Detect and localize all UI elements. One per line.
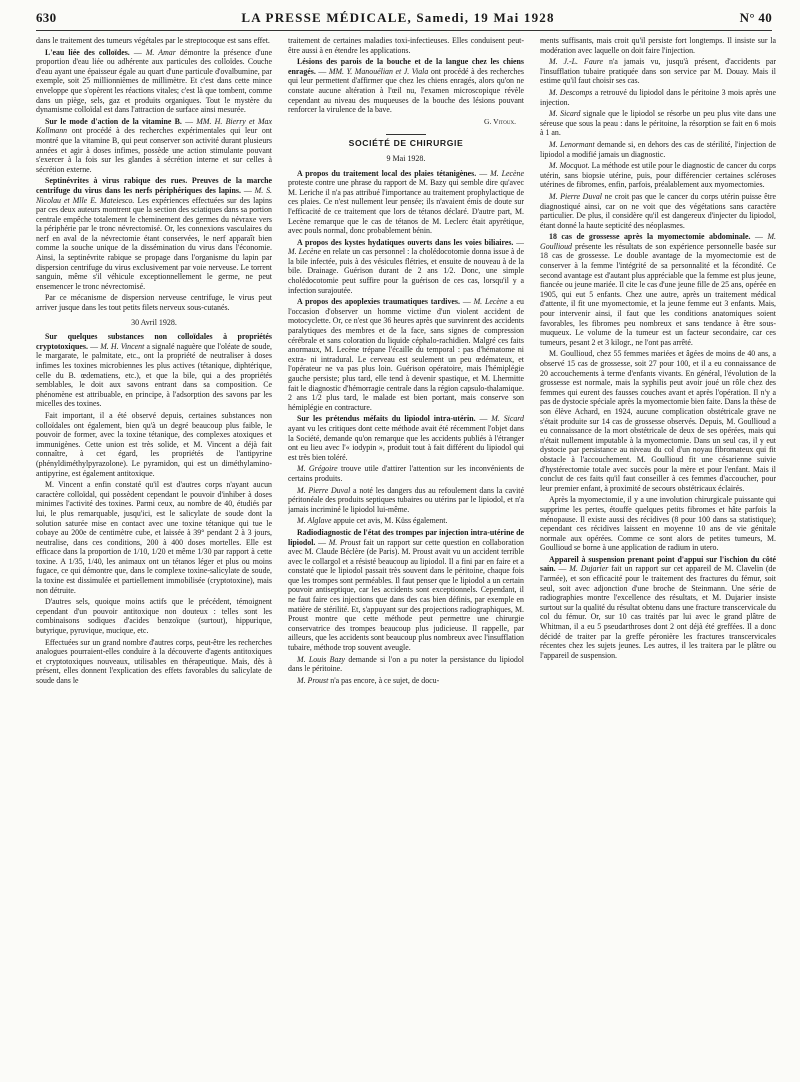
paragraph-text: signale que le lipiodol se résorbe un peu plus vite dans une séreuse que sous la peau : dans le péritoine, la résorption se fait en 6 mois à 1 an.	[540, 109, 776, 138]
paragraph-text: ont procédé à des recherches expérimentales qui leur ont montré que la vitamine B, qui peut conserver son activité durant plusieurs années et agir à doses infimes, possède une action stimulante pouvant s'exercer à la fois sur les glandes à sécrétion interne et sur celles à sécrétion externe.	[36, 126, 272, 174]
paragraph-text: en relate un cas personnel : la cholédocotomie donna issue à de la bile infectée, puis à des vésicules flétries, et ensuite de nouveau à de la bile. Drainage. Guérison durant de 2 ans 1/2. Donc, une simple cholédocotomie peut suffire pour la guérison de ces cas, lorsqu'il y a infection surajoutée.	[288, 247, 524, 295]
column-1	[36, 36, 272, 1076]
paragraph-text: démontre la présence d'une proportion d'eau liée ou adhérente aux particules des colloïdes. Couche d'eau ayant une épaisseur égale au quart d'une particule d'ovalbumine, par exemple, soit 25 millionnièmes de millimètre. Et c'est dans cette mince enveloppe que s'opèrent les réactions vitales; c'est là que tombent, comme dans un piège, sels, gaz et produits organiques. Tout le mystère du dynamisme colloïdal est dans l'attraction de surface ainsi mesurée.	[36, 47, 272, 115]
author-name: M. Proust	[328, 537, 361, 547]
author-name: M. Pierre Duval	[297, 485, 351, 495]
paragraph-text: a retrouvé du lipiodol dans le péritoine 3 mois après une injection.	[540, 87, 776, 107]
paragraph-text: demande si l'on a pu noter la persistance du lipiodol dans le péritoine.	[288, 654, 524, 674]
paragraph-text: n'a jamais vu, jusqu'à présent, d'accidents par l'insufflation tubaire pratiquée dans son service par M. Douay. Mais il estime qu'il faut choisir ses cas.	[540, 57, 776, 86]
paragraph-text: M. Goullioud, chez 55 femmes mariées et âgées de moins de 40 ans, a observé 15 cas de grossesse, soit 27 pour 100, et il a eu connaissance de 20 accouchements à terme d'enfants vivants. En général, l'évolution de la grossesse est normale, mais la syphilis peut avoir joué un rôle chez des femmes qui eurent des fausses couches avant et après l'opération. Il n'y a pas de dystocie spéciale après la myomectomie bien faite. Dans la thèse de son élève Achard, en 1924, aucune complication obstétricale grave ne s'était produite sur 14 cas de grossesse observés. Depuis, M. Goullioud a eu connaissance de la mort obstétricale de deux de ses opérées, mais qui n'était nullement imputable à la myomectomie. Dans un seul cas, il y eut dystocie par persistance au niveau du col d'un noyau fibromateux qui fit obstacle à l'accouchement. M. Goullioud fit une césarienne suivie d'hystérectomie totale avec succès pour la mère et pour l'enfant. Mais il conclut de ces faits qu'il faut conseiller à ces femmes d'accoucher, pour leur premier enfant, à proximité de secours obstétricaux éclairés.	[540, 349, 776, 493]
article-paragraph	[288, 486, 524, 515]
article-paragraph	[36, 480, 272, 595]
article-paragraph: Radiodiagnostic de l'état des trompes par injection intra-utérine de lipiodol. — M. Proust fait un rapport sur cette question en collaboration avec M. Claude Béclère (de Paris). M. Proust avait vu un accident terrible avec le collargol et a résisté beaucoup au lipiodol. Il a fini par en faire et a constaté que le lipiodol passait très souvent dans le péritoine, chaque fois que les trompes sont perméables. Il faut penser que le lipiodol a un certain pouvoir antiseptique, car les accidents sont exceptionnels. Cependant, il ne faut faire ces injections que dans des cas bien définis, par exemple en matière de stérilité. Et, s'appuyant sur des projections radiographiques, M. Proust montre que cette méthode peut permettre une chirurgie conservatrice des trompes beaucoup plus judicieuse. Il rappelle, par ailleurs, que les accidents sont beaucoup plus nombreux avec l'insufflation tubaire, méthode trop souvent aveugle.	[288, 527, 524, 653]
session-date: 9 Mai 1928.	[386, 153, 426, 163]
author-name: M. H. Vincent	[100, 341, 145, 351]
paragraph-text: a eu l'occasion d'observer un homme victime d'un violent accident de motocyclette. Or, ce n'est que 36 heures après que survinrent des accidents paralytiques des membres et de la face, sans signes de compression cérébrale et sans coloration du liquide céphalo-rachidien. Malgré ces faits anormaux, M. Lecène trépane l'écaille du temporal : pas d'hématome ni extra- ni intradural. Le cerveau est seulement un peu œdémateux, et l'opérateur ne va pas plus loin. Guérison opératoire, mais l'hémiplégie gauche persiste; plus tard, elle tend à devenir spastique, et M. Lhermitte fait le diagnostic d'hémorragie centrale dans la région capsulo-thalamique. 2 ans 1/2 plus tard, le malade est bien portant, mais conserve son hémiplégie en contracture.	[288, 297, 524, 412]
article-heading: Lésions des parois de la bouche et de la langue chez les chiens enragés.	[288, 57, 524, 76]
paragraph-text: trouve utile d'attirer l'attention sur les inconvénients de certains produits.	[288, 464, 524, 483]
article-heading: Sur quelques substances non colloïdales à propriétés cryptotoxiques.	[36, 332, 272, 351]
article-paragraph: 18 cas de grossesse après la myomectomie abdominale. — M. Goullioud présente les résultats de son expérience personnelle basée sur 18 cas de grossesse. Le double avantage de la myomectomie est de conserver à la femme l'intégrité de sa personnalité et la fécondité. Ce second avantage est d'autant plus appréciable que la femme est plus jeune, fiancée ou jeune mariée. Il cite le cas d'une jeune fille de 25 ans, opérée en 1905, qui eut 5 enfants. Chez une autre, après un traitement médical d'attente, il fit une myomectomie, et la jeune femme eut 3 enfants. Mais, pour intervenir ainsi, il faut que les conditions anatomiques soient favorables, les fibromes peu nombreux et sans tendance à être sous-muqueux. Le volume de la tumeur est un facteur secondaire, car ces tumeurs, pesant 2 et 3 kilogr., ne l'ont pas arrêté.	[540, 232, 776, 347]
paragraph-text: ayant vu les critiques dont cette méthode avait été récemment l'objet dans la Société, demande qu'on remarque que les accidents publiés à l'étranger ont eu lieu avec l'« iodypin », produit tout à fait différent du lipiodol qui est très bien toléré.	[288, 423, 524, 462]
article-paragraph	[540, 140, 776, 159]
paragraph-text: Effectuées sur un grand nombre d'autres corps, peut-être les recherches analogues pourraient-elles conduire à la découverte d'agents antitoxiques et cryptotoxiques nouveaux, utilisables en thérapeutique. Mais, dès à présent, elles donnent l'explication des effets favorables du salicylate de soude dans le	[36, 637, 272, 685]
article-heading: L'eau liée des colloïdes.	[45, 47, 130, 57]
page-header	[36, 10, 772, 31]
article-paragraph	[288, 516, 524, 526]
author-name: M. S. Nicolau et Mlle E. Mateiesco.	[36, 185, 272, 205]
author-name: M. Alglave	[297, 516, 332, 526]
article-paragraph: L'eau liée des colloïdes. — M. Amar démontre la présence d'une proportion d'eau liée ou adhérente aux particules des colloïdes. Couche d'eau ayant une épaisseur égale au quart d'une particule d'ovalbumine, par exemple, soit 25 millionnièmes de millimètre. Et c'est dans cette mince enveloppe que s'opèrent les réactions vitales; c'est là que tombent, comme dans un piège, sels, gaz et produits organiques. Tout le mystère du dynamisme colloïdal est dans l'attraction de surface ainsi mesurée.	[36, 47, 272, 115]
author-name: M. Mocquot.	[549, 161, 590, 171]
session-date: 30 Avril 1928.	[131, 317, 177, 327]
author-name: M. Sicard	[549, 109, 581, 119]
paragraph-text: présente les résultats de son expérience personnelle basée sur 18 cas de grossesse. Le double avantage de la myomectomie est de conserver à la femme l'intégrité de sa personnalité et la fécondité. Ce second avantage est d'autant plus appréciable que la femme est plus jeune, fiancée ou jeune mariée. Il cite le cas d'une jeune fille de 25 ans, opérée en 1905, qui eut 5 enfants. Chez une autre, après un traitement médical d'attente, il fit une myomectomie, et la jeune femme eut 3 enfants. Mais, pour intervenir ainsi, il faut que les conditions anatomiques soient favorables, les fibromes peu nombreux et sans tendance à être sous-muqueux. Le volume de la tumeur est un facteur secondaire, car ces tumeurs, pesant 2 et 3 kilogr., ne l'ont pas arrêté.	[540, 241, 776, 347]
paragraph-text: n'a pas encore, à ce sujet, de docu-	[330, 675, 440, 685]
paragraph-text: appuie cet avis, M. Küss également.	[333, 516, 448, 526]
article-paragraph: A propos des apoplexies traumatiques tardives. — M. Lecène a eu l'occasion d'observer un homme victime d'un violent accident de motocyclette. Or, ce n'est que 36 heures après que survinrent des accidents paralytiques des membres et de la face, sans signes de compression cérébrale et sans coloration du liquide céphalo-rachidien. Malgré ces faits anormaux, M. Lecène trépane l'écaille du temporal : pas d'hématome ni extra- ni intradural. Le cerveau est seulement un peu œdémateux, et l'opérateur ne va pas plus loin. Guérison opératoire, mais l'hémiplégie gauche persiste; plus tard, elle tend à devenir spastique, et M. Lhermitte fait le diagnostic d'hémorragie centrale dans la région capsulo-thalamique. 2 ans 1/2 plus tard, le malade est bien portant, mais conserve son hémiplégie en contracture.	[288, 297, 524, 412]
paragraph-text: fait un rapport sur cette question en collaboration avec M. Claude Béclère (de Paris). M. Proust avait vu un accident terrible avec le collargol et a résisté beaucoup au lipiodol. Il a fini par en faire et a constaté que le lipiodol passait très souvent dans le péritoine, chaque fois que les trompes sont perméables. Il faut penser que le lipiodol a un certain pouvoir antiseptique, car les accidents sont exceptionnels. Cependant, il ne faut faire ces injections que dans des cas bien définis, par exemple en matière de stérilité. Et, s'appuyant sur des projections radiographiques, M. Proust montre que cette méthode peut permettre une chirurgie conservatrice des trompes beaucoup plus judicieuse. Il rappelle, par ailleurs, que les accidents sont beaucoup plus nombreux avec l'insufflation tubaire, méthode trop souvent aveugle.	[288, 537, 524, 653]
author-name: M. Amar	[145, 47, 176, 57]
paragraph-text: a noté les dangers dus au refoulement dans la cavité péritonéale des produits septiques tubaires ou utérins par le lipiodol, et n'a jamais incriminé le lipiodol lui-même.	[288, 485, 524, 514]
paragraph-text: ne croit pas que le cancer du corps utérin puisse être diagnostiqué ainsi, car on ne voit que des végétations sans caractère particulier. De plus, il considère qu'il est dangereux d'injecter du lipiodol, étant donné la haute septicité des néoplasmes.	[540, 191, 776, 230]
article-paragraph	[540, 88, 776, 107]
paragraph-text: Après la myomectomie, il y a une involution chirurgicale puissante qui supprime les pertes, étouffe quelques petits fibromes et hâte parfois la ménopause. Il existe aussi des récidives (8 pour 100 dans sa statistique); cependant ces récidives laissent en moyenne 10 ans de vie génitale normale aux opérées. Comme ce sont alors de petites tumeurs, M. Goullioud se borne à une application de radium in utero.	[540, 495, 776, 553]
author-name: M. Lecène	[473, 297, 508, 307]
paragraph-text: ont procédé à des recherches qui leur permettent d'affirmer que chez les chiens enragés, alors qu'on ne constate aucune altération à l'œil nu, l'examen microscopique révèle cependant au niveau des muqueuses de la bouche des lésions pouvant renforcer la virulence de la bave.	[288, 66, 524, 115]
author-signature: G. Vitoux.	[484, 116, 516, 126]
author-name: M. Goullioud	[540, 232, 776, 251]
paragraph-text: demande si, en dehors des cas de stérilité, l'injection de lipiodol a modifié jamais un diagnostic.	[540, 139, 776, 159]
article-paragraph	[540, 36, 776, 55]
paragraph-text: fait un rapport sur cet appareil de M. Clavelin (de l'armée), et son efficacité pour le traitement des fractures du fémur, soit seul, soit avec adjonction d'une broche de Steinmann. Une série de radiographies montre l'excellence des résultats, et M. Dujarier insiste surtout sur la qualité du résultat obtenu dans une fracture transcervicale du col du fémur. Or, sur 10 cas traités par lui avec le grand plâtre de Whitman, il a eu 5 pseudarthroses dont 2 ont déjà été greffées. Il a donc décidé de traiter par la greffe péronière les fractures transcervicales récentes chez les sujets jeunes. Les autres, il les traitera par le plâtre ou l'appareil de suspension.	[540, 564, 776, 660]
paragraph-text: proteste contre une phrase du rapport de M. Bazy qui semble dire qu'avec M. Leriche il n'a pas attribué l'importance au traitement prophylactique de ces plaies. Ce n'est nullement leur pensée; ils n'avaient émis de doute sur l'efficacité de ce traitement que lors de tétanos déclaré. D'autre part, M. Lecène remarque que le cas de tétanos de M. Leclerc était apyrétique, avec pouls normal, donc probablement bénin.	[288, 178, 524, 236]
article-heading: Septinévrites à virus rabique des rues. Preuves de la marche centrifuge du virus dans les nerfs périphériques des lapins.	[36, 176, 272, 195]
paragraph-text: a signalé naguère que l'oléate de soude, le margarate, le palmitate, etc., ont la propriété de neutraliser à doses infimes les toxines microbiennes les plus actives (tétanique, diphtérique, celle du B. œdematiens, etc.), et que la bile, qui a des propriétés semblables, le doit aux savons entrant dans sa composition. Ce phénomène est attribuable, en principe, à l'adsorption des savons par les micelles des toxines.	[36, 341, 272, 409]
article-heading: A propos des kystes hydatiques ouverts dans les voies biliaires.	[297, 237, 514, 247]
article-paragraph: A propos des kystes hydatiques ouverts dans les voies biliaires. — M. Lecène en relate un cas personnel : la cholédocotomie donna issue à de la bile infectée, puis à des vésicules flétries, et ensuite de nouveau à de la bile. Drainage. Guérison durant de 2 ans 1/2. Donc, une simple cholédocotomie peut suffire pour la guérison de ces cas, lorsqu'il y a infection surajoutée.	[288, 237, 524, 295]
article-heading: Radiodiagnostic de l'état des trompes par injection intra-utérine de lipiodol.	[288, 527, 524, 547]
article-paragraph: Appareil à suspension prenant point d'appui sur l'ischion du côté sain. — M. Dujarier fait un rapport sur cet appareil de M. Clavelin (de l'armée), et son efficacité pour le traitement des fractures du fémur, soit seul, soit avec adjonction d'une broche de Steinmann. Une série de radiographies montre l'excellence des résultats, et M. Dujarier insiste surtout sur la qualité du résultat obtenu dans une fracture transcervicale du col du fémur. Or, sur 10 cas traités par lui avec le grand plâtre de Whitman, il a eu 5 pseudarthroses dont 2 ont déjà été greffées. Il a donc décidé de traiter par la greffe péronière les fractures transcervicales récentes chez les sujets jeunes. Les autres, il les traitera par le plâtre ou l'appareil de suspension.	[540, 554, 776, 660]
page-number: 630	[36, 10, 57, 25]
article-paragraph	[540, 349, 776, 493]
columns	[36, 36, 776, 1076]
article-paragraph	[288, 655, 524, 674]
article-paragraph	[540, 57, 776, 86]
article-paragraph	[36, 36, 272, 46]
journal-title: LA PRESSE MÉDICALE, Samedi, 19 Mai 1928	[241, 10, 555, 25]
article-heading: 18 cas de grossesse après la myomectomie abdominale.	[549, 232, 751, 242]
paragraph-text: M. Vincent a enfin constaté qu'il est d'autres corps n'ayant aucun caractère colloïdal, qui possèdent cependant le pouvoir d'inhiber à doses minimes l'activité des toxines. Parmi ceux, au nombre de 40, étudiés par lui, le plus remarquable, jusqu'ici, est le salicylate de soude dont la solution saturée mise en contact avec une toxine tétanique qui tue le cobaye au 200e de centimètre cube, et laissée à 39° pendant 2 à 3 jours, neutralise, dans ces conditions, 200 à 400 doses mortelles. Elle est efficace dans la proportion de 1/10, 1/20 et même 1/30 par rapport à cette toxine. A 1/35, 1/40, les animaux ont un tétanos léger et plus ou moins fugace, ce qui démontre que, dans le complexe toxine-salicylate de soude, la toxine est dissimulée et partiellement immobilisée (cryptotoxine), mais non détruite.	[36, 480, 272, 595]
paragraph-text: D'autres sels, quoique moins actifs que le précédent, témoignent cependant d'un pouvoir antitoxique non douteux : telles sont les combinaisons sodiques d'acides benzoïque (surtout), hippurique, butyrique, pyruvique, mucique, etc.	[36, 597, 272, 636]
article-paragraph	[540, 192, 776, 230]
article-heading: A propos du traitement local des plaies tétanigènes.	[297, 168, 477, 178]
article-paragraph	[540, 109, 776, 138]
paragraph-text: Fait important, il a été observé depuis, certaines substances non colloïdales ont également, bien qu'à un degré beaucoup plus faible, le pouvoir de former, avec la toxine tétanique, des complexes atoxiques et immunigènes. Cette union est très solide, et M. Vincent a déjà fait connaître, à cet égard, les propriétés de l'antipyrine (phényldiméthylpyrazolone). Le pyramidon, qui est un diméthylamino-antipyrine, est également antitoxique.	[36, 410, 272, 478]
article-paragraph: Sur les prétendus méfaits du lipiodol intra-utérin. — M. Sicard ayant vu les critiques dont cette méthode avait été récemment l'objet dans la Société, demande qu'on remarque que les accidents publiés à l'étranger ont eu lieu avec l'« iodypin », produit tout à fait différent du lipiodol qui est très bien toléré.	[288, 414, 524, 462]
article-paragraph	[36, 638, 272, 686]
article-paragraph: A propos du traitement local des plaies tétanigènes. — M. Lecène proteste contre une phrase du rapport de M. Bazy qui semble dire qu'avec M. Leriche il n'a pas attribué l'importance au traitement prophylactique de ces plaies. Ce n'est nullement leur pensée; ils n'avaient émis de doute sur l'efficacité de ce traitement que lors de tétanos déclaré. D'autre part, M. Lecène remarque que le cas de tétanos de M. Leclerc était apyrétique, avec pouls normal, donc probablement bénin.	[288, 168, 524, 236]
author-name: M. Proust	[297, 675, 329, 685]
paragraph-text: Par ce mécanisme de dispersion nerveuse centrifuge, le virus peut arriver jusque dans les tout petits filets nerveux sous-cutanés.	[36, 293, 272, 313]
article-paragraph	[540, 495, 776, 553]
article-heading: Sur le mode d'action de la vitamine B.	[45, 116, 182, 126]
column-2	[288, 36, 524, 1076]
author-name: M. J.-L. Faure	[549, 57, 604, 67]
paragraph-text: dans le traitement des tumeurs végétales par le streptocoque est sans effet.	[36, 36, 270, 45]
article-paragraph	[36, 293, 272, 312]
author-name: M. Lecène	[490, 168, 524, 178]
article-paragraph: Sur le mode d'action de la vitamine B. — MM. H. Bierry et Max Kollmann ont procédé à des recherches expérimentales qui leur ont montré que la vitamine B, qui peut conserver son activité durant plusieurs années et agir à doses infimes, possède une action stimulante pouvant s'exercer à la fois sur les glandes à sécrétion interne et sur celles à sécrétion externe.	[36, 116, 272, 174]
article-paragraph	[288, 464, 524, 483]
article-paragraph	[540, 161, 776, 190]
author-name: M. Descomps	[549, 87, 593, 97]
column-3	[540, 36, 776, 1076]
section-divider	[386, 134, 426, 135]
article-heading: Sur les prétendus méfaits du lipiodol intra-utérin.	[297, 414, 476, 424]
author-name: M. Grégoire	[297, 464, 338, 474]
article-paragraph: Sur quelques substances non colloïdales à propriétés cryptotoxiques. — M. H. Vincent a signalé naguère que l'oléate de soude, le margarate, le palmitate, etc., ont la propriété de neutraliser à doses infimes les toxines microbiennes les plus actives (tétanique, diphtérique, celle du B. œdematiens, etc.), et que la bile, qui a des propriétés semblables, le doit aux savons entrant dans sa composition. Ce phénomène est attribuable, en principe, à l'adsorption des savons par les micelles des toxines.	[36, 332, 272, 409]
article-heading: Appareil à suspension prenant point d'appui sur l'ischion du côté sain.	[540, 554, 776, 574]
author-name: M. Louis Bazy	[297, 654, 346, 664]
article-paragraph	[36, 411, 272, 478]
paragraph-text: ments suffisants, mais croit qu'il persiste fort longtemps. Il insiste sur la modération avec laquelle on doit faire l'injection.	[540, 36, 776, 55]
author-name: MM. Y. Manouélian et J. Viala	[328, 66, 429, 76]
paragraph-text: La méthode est utile pour le diagnostic de cancer du corps utérin, sans biopsie utérine, puis, pour différencier certaines scléroses utérines de fibromes, enfin, parfois, préalablement aux myomectomies.	[540, 161, 776, 190]
author-name: M. Dujarier	[569, 564, 609, 574]
issue-number: N° 40	[739, 10, 772, 25]
article-paragraph	[288, 36, 524, 55]
article-paragraph	[36, 597, 272, 635]
paragraph-text: Les expériences effectuées sur des lapins par ces deux auteurs montrent que la section des sciatiques dans sa portion centrale empêche totalement le cheminement des germes du névraxe vers la périphérie par le tronc névrectomisé. Or, les connexions vasculaires du nerf en aval de la névrectomie étant conservées, le nerf apparaît bien comme la souche unique de la dissémination du virus dans l'économie. Ainsi, la septinévrite rabique se propage dans l'organisme du lapin par dispersion centrifuge du virus exclusivement par voie nerveuse. Le torrent sanguin, même s'il véhicule exceptionnellement le germe, ne peut ensemencer le tronc névrectomisé.	[36, 195, 272, 291]
article-heading: A propos des apoplexies traumatiques tardives.	[297, 297, 460, 307]
author-name: MM. H. Bierry et Max Kollmann	[36, 116, 272, 136]
article-paragraph	[288, 676, 524, 686]
author-name: M. Pierre Duval	[549, 191, 602, 201]
article-paragraph: Lésions des parois de la bouche et de la langue chez les chiens enragés. — MM. Y. Manouélian et J. Viala ont procédé à des recherches qui leur permettent d'affirmer que chez les chiens enragés, alors qu'on ne constate aucune altération à l'œil nu, l'examen microscopique révèle cependant au niveau des muqueuses de la bouche des lésions pouvant renforcer la virulence de la bave.	[288, 57, 524, 115]
author-name: M. Sicard	[491, 414, 524, 424]
author-name: M. Lecène	[288, 247, 321, 257]
section-title: SOCIÉTÉ DE CHIRURGIE	[348, 138, 464, 149]
article-paragraph: Septinévrites à virus rabique des rues. Preuves de la marche centrifuge du virus dans les nerfs périphériques des lapins. — M. S. Nicolau et Mlle E. Mateiesco. Les expériences effectuées sur des lapins par ces deux auteurs montrent que la section des sciatiques dans sa portion centrale empêche totalement le cheminement des germes du névraxe vers la périphérie par le tronc névrectomisé. Or, les connexions vasculaires du nerf en aval de la névrectomie étant conservées, le nerf apparaît bien comme la souche unique de la dissémination du virus dans l'économie. Ainsi, la septinévrite rabique se propage dans l'organisme du lapin par dispersion centrifuge du virus exclusivement par voie nerveuse. Le torrent sanguin, même s'il véhicule exceptionnellement le germe, ne peut ensemencer le tronc névrectomisé.	[36, 176, 272, 291]
paragraph-text: traitement de certaines maladies toxi-infectieuses. Elles conduisent peut-être aussi à en étendre les applications.	[288, 36, 524, 55]
author-name: M. Lenormant	[549, 139, 595, 149]
